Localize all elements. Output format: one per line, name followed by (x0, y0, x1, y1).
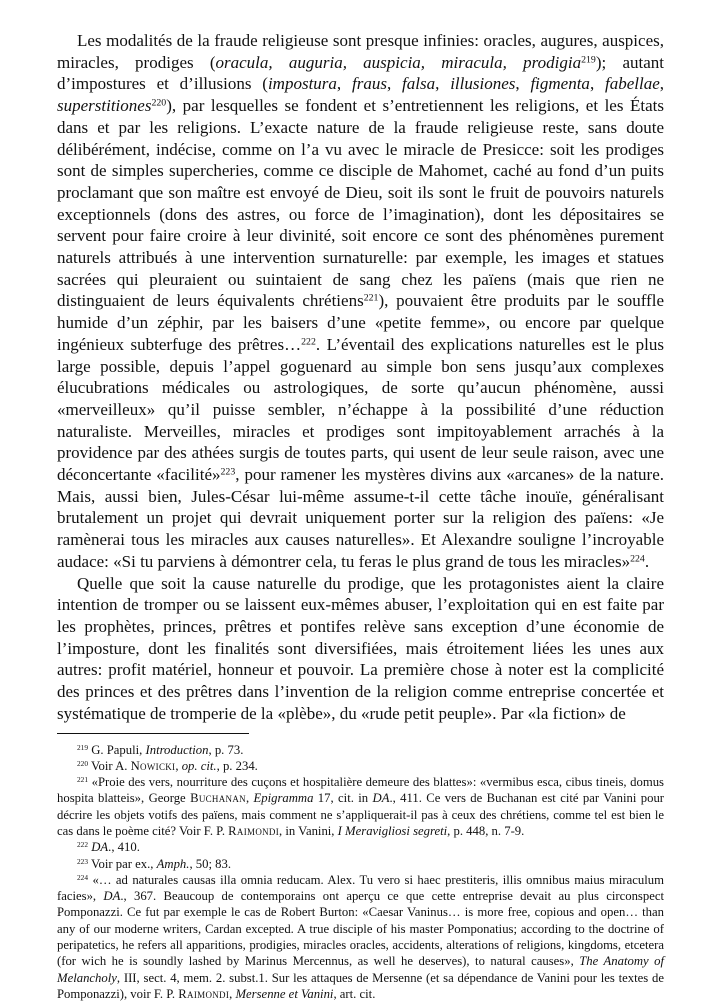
text-run: , p. 448, n. 7-9. (447, 824, 524, 838)
text-run: Quelle que soit la cause naturelle du prodige, que les protagonistes aient la claire intention de tromper ou se laissent eux-mêmes abuser, l’exploitation qui en est faite par les prophètes, princes, prêtres et pontifes relève sans exception d’une économie de l’imposture, dont les finalités sont diversifiées, mais étroitement liées les unes aux autres: profit matériel, honneur et pouvoir. La première chose à noter est la complicité des princes et des prêtres dans l’invention de la religion comme entreprise concertée et systématique de tromperie de la «plèbe», du «rude petit peuple». Par «la fiction» de (57, 574, 664, 723)
text-run: 17, cit. in (313, 791, 372, 805)
text-run: ), par lesquelles se fondent et s’entretiennent les religions, et les États dans et par les religions. L’exacte nature de la fraude religieuse reste, sans doute délibérément, indécise, comme on l’a vu avec le miracle de Presicce: soit les prodiges sont de simples supercheries, comme ce disciple de Mahomet, caché au fond d’un puits proclamant que son maître est envoyé de Dieu, soit ils sont le fruit de pouvoirs naturels exceptionnels (dons des astres, ou force de l’imagination), dont les dépositaires se servent pour faire croire à leur divinité, soit encore ce sont des phénomènes purement naturels attribués à une intervention surnaturelle: par exemple, les images et statues sacrées qui pleuraient ou suintaient de sang chez les païens (mais que rien ne distinguaient de leurs équivalents chrétiens (57, 96, 664, 310)
footnotes (57, 742, 664, 1002)
note-reference: 221 (364, 293, 379, 304)
note-reference: 223 (77, 857, 88, 866)
text-run: , (246, 791, 254, 805)
document-page (57, 30, 664, 1002)
note-reference: 224 (630, 553, 645, 564)
text-run: , (515, 74, 530, 93)
italic-text: DA (103, 889, 120, 903)
author-name: Raimondi (228, 824, 279, 838)
note-reference: 222 (77, 840, 88, 849)
text-run: , (229, 987, 235, 1001)
italic-text: figmenta (530, 74, 590, 93)
author-name: Raimondi (178, 987, 229, 1001)
text-run: «Proie des vers, nourriture des cuçons et hospitalière demeure des blattes»: «vermibus esca, cibus tineis, domus hospita blatteis», George (57, 775, 664, 805)
italic-text: fabellae (605, 74, 660, 93)
text-run: ., 367. Beaucoup de contemporains ont aperçu ce que cette entreprise devait au plus circonspect Pomponazzi. Ce fut par exemple le cas de Robert Burton: «Caesar Vaninus… is more free, copious and open… than any of our moderne writers, Cardan excepted. A true disciple of his master Pomponatius; according to the doctrine of peripatetics, he refers all apparitions, prodigies, miracles oracles, accidents, alterations of religions, kingdoms, etcetera (for wich he is soundly lashed by Marinus Mercennus, as well he deserves), to natural causes», (57, 889, 664, 968)
italic-text: Epigramma (254, 791, 314, 805)
note-reference: 219 (77, 742, 88, 751)
text-run: Voir par ex., (88, 857, 157, 871)
italic-text: Amph. (157, 857, 190, 871)
body-paragraph (57, 573, 664, 725)
text-run: , art. cit. (333, 987, 375, 1001)
note-reference: 220 (151, 98, 166, 109)
footnote-222 (57, 839, 664, 855)
text-run: G. Papuli, (88, 743, 145, 757)
italic-text: superstitiones (57, 96, 151, 115)
footnote-221 (57, 774, 664, 839)
italic-text: The Anatomy of Melancholy (57, 954, 664, 984)
footnote-224 (57, 872, 664, 1002)
text-run: , p. 73. (208, 743, 243, 757)
italic-text: DA (91, 840, 108, 854)
text-run: , 50; 83. (189, 857, 231, 871)
text-run: , p. 234. (217, 759, 258, 773)
text-run: , pour ramener les mystères divins aux «arcanes» de la nature. Mais, aussi bien, Jules-César lui-même assume-t-il cette tâche inouïe, généralisant brutalement un projet qui devrait uniquement porter sur la religion des païens: «Je ramènerai tous les miracles aux causes naturelles». Et Alexandre souligne l’incroyable audace: «Si tu parviens à démontrer cela, tu feras le plus grand de tous les miracles» (57, 465, 664, 571)
note-reference: 223 (221, 467, 236, 478)
text-run: , III, sect. 4, mem. 2. subst.1. Sur les attaques de Mersenne (et sa dépendance de Vanini pour les textes de Pomponazzi), voir F. P. (57, 971, 664, 1001)
author-name: Nowicki (131, 759, 176, 773)
text-run: , (175, 759, 181, 773)
italic-text: fraus (352, 74, 387, 93)
text-run: , (337, 74, 352, 93)
note-reference: 221 (77, 775, 88, 784)
note-reference: 220 (77, 759, 88, 768)
note-reference: 224 (77, 873, 88, 882)
text-run: , (387, 74, 402, 93)
italic-text: DA (373, 791, 390, 805)
text-run: . L’éventail des explications naturelles est le plus large possible, depuis l’appel goguenard au simple bon sens jusqu’aux complexes élucubrations médicales ou astrologiques, de sorte qu’aucun phénomène, aussi «merveilleux» qu’il puisse sembler, n’échappe à la possibilité d’une réduction naturaliste. Merveilles, miracles et prodiges sont impitoyablement arrachés à la providence par des athées surgis de toutes parts, qui usent de leur seule raison, avec une déconcertante «facilité» (57, 335, 664, 484)
italic-text: illusiones (450, 74, 515, 93)
text-run: , (660, 74, 664, 93)
note-reference: 222 (301, 336, 316, 347)
italic-text: I Meravigliosi segreti (338, 824, 447, 838)
footnote-220 (57, 758, 664, 774)
text-run: Les modalités de la fraude religieuse sont presque infinies: oracles, augures, auspices, miracles, prodiges ( (57, 31, 664, 72)
text-run: , (590, 74, 605, 93)
italic-text: Introduction (146, 743, 209, 757)
text-run: ); autant d’impostures et d’illusions ( (57, 53, 664, 94)
text-run: «… ad naturales causas illa omnia reducam. Alex. Tu vero si haec prestiteris, illis omnibus maius miraculum facies», (57, 873, 664, 903)
text-run: ., 410. (108, 840, 140, 854)
italic-text: Mersenne et Vanini (235, 987, 333, 1001)
text-run: , (435, 74, 450, 93)
text-run: ., 411. Ce vers de Buchanan est cité par Vanini pour décrire les objets votifs des païens, mais comment ne s’appliquerait-il pas à ceux des chrétiens, comme tel est bien le cas dans le poème cité? Voir F. P. (57, 791, 664, 838)
body-text (57, 30, 664, 725)
body-paragraph (57, 30, 664, 573)
text-run: . (645, 552, 649, 571)
italic-text: impostura (268, 74, 337, 93)
italic-text: op. cit. (182, 759, 217, 773)
note-reference: 219 (581, 54, 596, 65)
text-run: ), pouvaient être produits par le souffle humide d’un zéphir, par les baisers d’une «petite femme», ou encore par quelque ingénieux subterfuge des prêtres… (57, 291, 664, 353)
footnote-223 (57, 856, 664, 872)
text-run: , in Vanini, (279, 824, 338, 838)
italic-text: falsa (402, 74, 435, 93)
text-run: Voir A. (88, 759, 131, 773)
footnote-219 (57, 742, 664, 758)
footnote-separator (57, 733, 249, 734)
author-name: Buchanan (190, 791, 246, 805)
italic-text: oracula, auguria, auspicia, miracula, prodigia (216, 53, 582, 72)
